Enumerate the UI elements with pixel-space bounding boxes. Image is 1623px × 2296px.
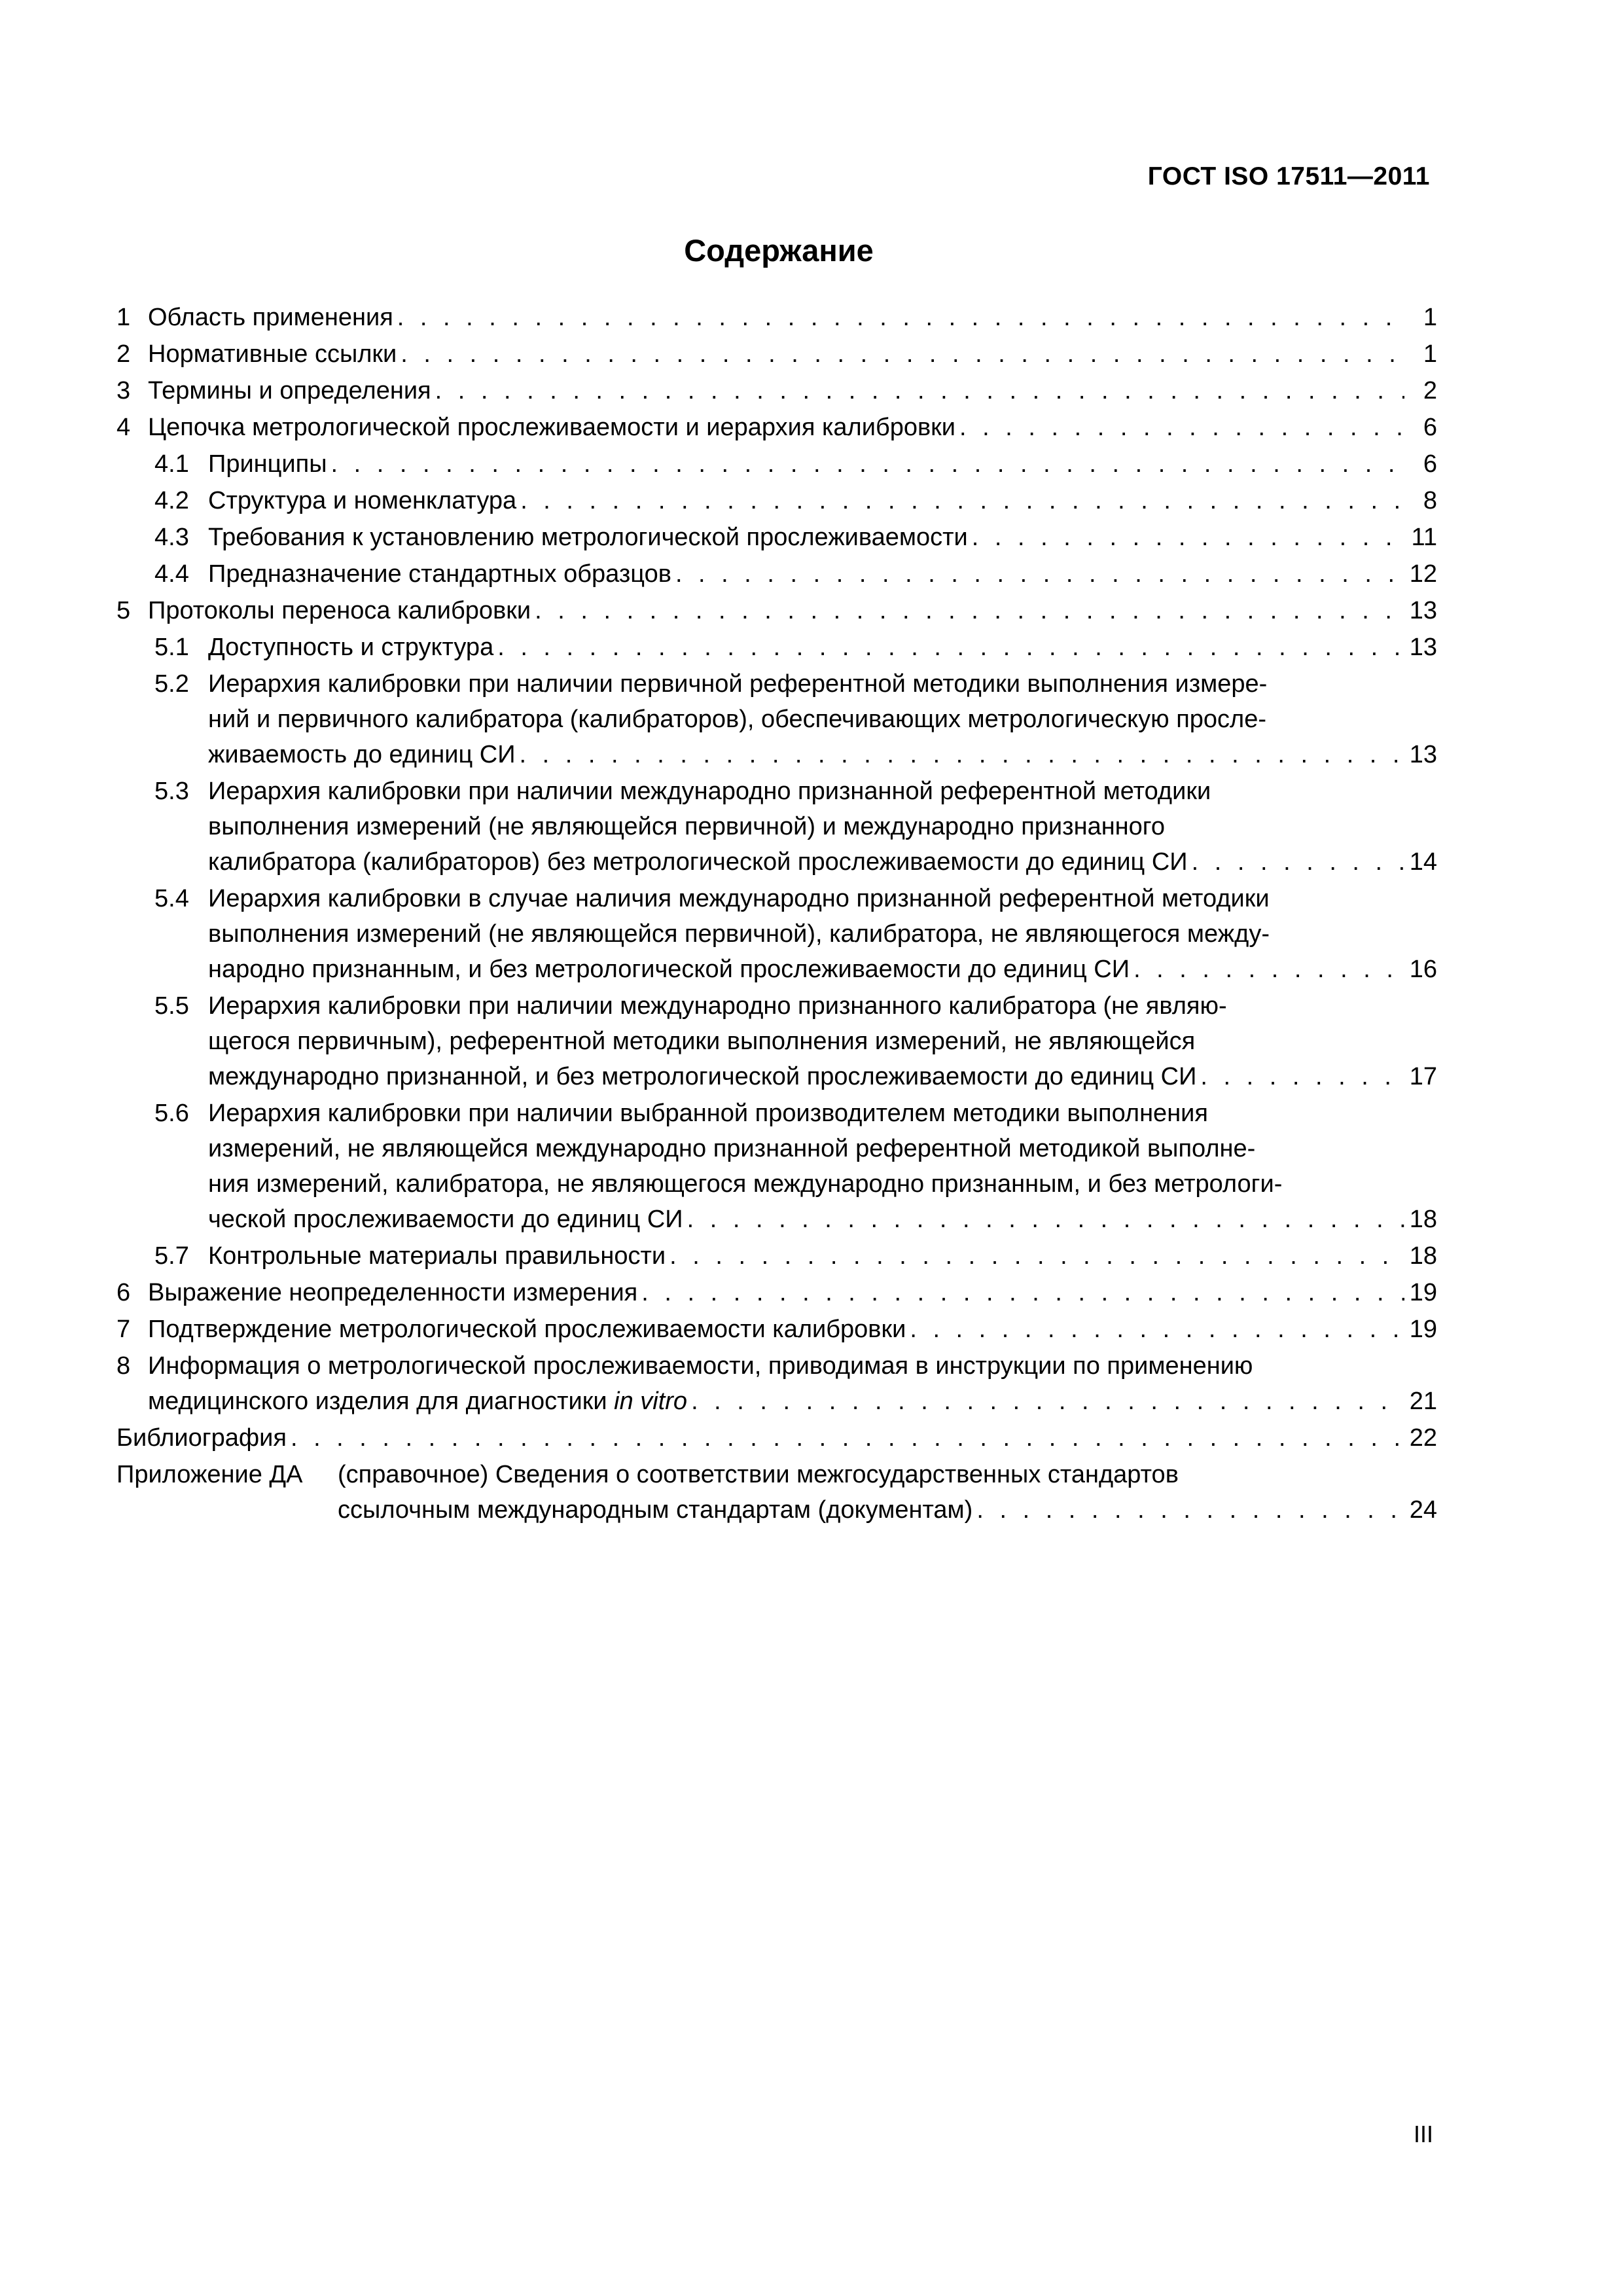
dot-leader <box>972 520 1404 555</box>
toc-entry-title: Предназначение стандартных образцов <box>208 560 671 588</box>
dot-leader <box>401 336 1404 372</box>
toc-entry-title: Цепочка метрологической прослеживаемости и иерархия калибровки <box>148 414 956 441</box>
toc-entry-line-last <box>116 446 1437 482</box>
toc-entry[interactable] <box>116 1312 1437 1347</box>
toc-entry-page: 24 <box>1409 1496 1437 1524</box>
toc-entry-number: 4.4 <box>154 560 189 588</box>
toc-entry-title: ния измерений, калибратора, не являющегося международно признанным, и без метрологи- <box>208 1170 1283 1198</box>
toc-entry-title: калибратора (калибраторов) без метрологической прослеживаемости до единиц СИ <box>208 848 1188 876</box>
toc-entry-page: 11 <box>1411 524 1437 551</box>
toc-entry-line-last <box>116 1384 1437 1419</box>
page-title: Содержание <box>684 233 874 268</box>
toc-entry[interactable] <box>116 1348 1437 1419</box>
toc-entry-title-italic: in vitro <box>607 1388 688 1415</box>
toc-entry-number: 5.5 <box>154 992 189 1020</box>
toc-entry-title: ческой прослеживаемости до единиц СИ <box>208 1206 683 1233</box>
toc-entry-page: 1 <box>1423 340 1437 368</box>
toc-entry-line-last <box>116 556 1437 592</box>
toc-entry-appendix[interactable] <box>116 1457 1437 1528</box>
toc-entry-page: 16 <box>1409 956 1437 983</box>
toc-entry-page: 8 <box>1423 487 1437 514</box>
toc-entry-line <box>116 774 1437 809</box>
toc-entry-line-last <box>116 300 1437 335</box>
toc-entry-page: 6 <box>1423 450 1437 478</box>
toc-entry[interactable] <box>116 1238 1437 1274</box>
toc-entry[interactable] <box>116 410 1437 445</box>
toc-entry-title: Иерархия калибровки в случае наличия международно признанной референтной методики <box>208 885 1270 912</box>
toc-entry-line-last <box>116 1312 1437 1347</box>
toc-entry[interactable] <box>116 881 1437 987</box>
toc-entry-line-last <box>116 952 1437 987</box>
dot-leader <box>959 410 1404 445</box>
dot-leader <box>535 593 1404 628</box>
toc-entry-line-last <box>116 737 1437 772</box>
toc-entry-line <box>116 1096 1437 1131</box>
toc-entry-title: Подтверждение метрологической прослеживаемости калибровки <box>148 1316 906 1343</box>
toc-entry-number: 5.3 <box>154 778 189 805</box>
toc-entry-number: 5.2 <box>154 670 189 698</box>
toc-entry-number: 5.6 <box>154 1100 189 1127</box>
toc-entry-page: 17 <box>1409 1063 1437 1090</box>
toc-entry-number: 2 <box>116 340 131 368</box>
toc-entry-line-last <box>116 630 1437 665</box>
dot-leader <box>497 630 1404 665</box>
toc-entry-title: Структура и номенклатура <box>208 487 517 514</box>
toc-entry-title: ссылочным международным стандартам (документам) <box>338 1496 973 1524</box>
toc-entry-line-last <box>116 593 1437 628</box>
toc-entry-page: 19 <box>1409 1279 1437 1306</box>
dot-leader <box>331 446 1404 482</box>
toc-entry-line-last <box>116 483 1437 518</box>
toc-entry-title: (справочное) Сведения о соответствии межгосударственных стандартов <box>338 1461 1179 1488</box>
dot-leader <box>910 1312 1404 1347</box>
dot-leader <box>397 300 1404 335</box>
dot-leader <box>1200 1059 1404 1094</box>
toc-entry-title: медицинского изделия для диагностики <box>148 1388 607 1415</box>
toc-entry-line <box>116 666 1437 702</box>
toc-entry-number: 8 <box>116 1352 131 1380</box>
toc-entry-line-last <box>116 1238 1437 1274</box>
toc-entry[interactable] <box>116 1096 1437 1237</box>
toc-entry-line-last <box>116 373 1437 408</box>
toc-entry-page: 18 <box>1409 1242 1437 1270</box>
toc-entry-line <box>116 1348 1437 1384</box>
toc-entry[interactable] <box>116 483 1437 518</box>
toc-entry-page: 1 <box>1423 304 1437 331</box>
table-of-contents <box>116 300 1437 1529</box>
toc-entry[interactable] <box>116 520 1437 555</box>
toc-entry-title: Иерархия калибровки при наличии международно признанной референтной методики <box>208 778 1211 805</box>
toc-entry-title: Нормативные ссылки <box>148 340 397 368</box>
toc-entry-title: Протоколы переноса калибровки <box>148 597 531 624</box>
toc-entry[interactable] <box>116 373 1437 408</box>
toc-entry-title: Библиография <box>116 1424 287 1452</box>
toc-entry-title: щегося первичным), референтной методики выполнения измерений, не являющейся <box>208 1028 1196 1055</box>
toc-entry-title: Область применения <box>148 304 393 331</box>
toc-entry-title: выполнения измерений (не являющейся первичной) и международно признанного <box>208 813 1165 840</box>
toc-entry-line <box>116 881 1437 916</box>
toc-entry-page: 14 <box>1409 848 1437 876</box>
toc-entry-number: 3 <box>116 377 131 404</box>
dot-leader <box>435 373 1404 408</box>
toc-entry-line-last <box>116 336 1437 372</box>
toc-entry-title: Иерархия калибровки при наличии выбранной производителем методики выполнения <box>208 1100 1208 1127</box>
toc-entry-page: 22 <box>1409 1424 1437 1452</box>
toc-entry-title: Доступность и структура <box>208 634 494 661</box>
toc-entry-number: 5.1 <box>154 634 189 661</box>
toc-entry-number: 4.1 <box>154 450 189 478</box>
toc-entry-title: Контрольные материалы правильности <box>208 1242 666 1270</box>
toc-entry-number: 5.7 <box>154 1242 189 1270</box>
toc-entry-title: Иерархия калибровки при наличии первичной референтной методики выполнения измере- <box>208 670 1268 698</box>
dot-leader <box>641 1275 1404 1310</box>
toc-entry-number: 7 <box>116 1316 131 1343</box>
toc-entry[interactable] <box>116 988 1437 1094</box>
appendix-label: Приложение ДА <box>116 1461 303 1488</box>
toc-entry-line-last <box>116 844 1437 880</box>
dot-leader <box>291 1420 1404 1456</box>
dot-leader <box>675 556 1404 592</box>
toc-entry-number: 4 <box>116 414 131 441</box>
toc-entry-page: 6 <box>1423 414 1437 441</box>
toc-entry-bibliography[interactable] <box>116 1420 1437 1456</box>
toc-entry-title: измерений, не являющейся международно признанной референтной методикой выполне- <box>208 1135 1256 1162</box>
toc-entry-page: 21 <box>1409 1388 1437 1415</box>
toc-entry[interactable] <box>116 666 1437 772</box>
toc-entry-page: 18 <box>1409 1206 1437 1233</box>
dot-leader <box>1133 952 1404 987</box>
toc-entry-number: 6 <box>116 1279 131 1306</box>
toc-entry-title: живаемость до единиц СИ <box>208 741 516 768</box>
toc-entry-page: 19 <box>1409 1316 1437 1343</box>
toc-entry-number: 4.3 <box>154 524 189 551</box>
toc-entry-number: 4.2 <box>154 487 189 514</box>
dot-leader <box>669 1238 1404 1274</box>
toc-entry-page: 13 <box>1409 741 1437 768</box>
dot-leader <box>520 737 1404 772</box>
toc-entry-title: ний и первичного калибратора (калибраторов), обеспечивающих метрологическую просле- <box>208 706 1267 733</box>
toc-entry-line-last <box>116 1492 1437 1528</box>
toc-entry-page: 2 <box>1423 377 1437 404</box>
toc-entry-line-last <box>116 1275 1437 1310</box>
toc-entry-line-last <box>116 1420 1437 1456</box>
toc-entry-title: Иерархия калибровки при наличии международно признанного калибратора (не являю- <box>208 992 1227 1020</box>
toc-entry[interactable] <box>116 556 1437 592</box>
toc-entry-number: 5.4 <box>154 885 189 912</box>
toc-entry[interactable] <box>116 774 1437 880</box>
toc-entry-title: международно признанной, и без метрологической прослеживаемости до единиц СИ <box>208 1063 1197 1090</box>
toc-entry-title: Выражение неопределенности измерения <box>148 1279 638 1306</box>
toc-entry-title: выполнения измерений (не являющейся первичной), калибратора, не являющегося между- <box>208 920 1270 948</box>
toc-entry[interactable] <box>116 630 1437 665</box>
toc-entry-line <box>116 1457 1437 1492</box>
toc-entry-line-last <box>116 1202 1437 1237</box>
toc-entry[interactable] <box>116 1275 1437 1310</box>
toc-entry[interactable] <box>116 300 1437 335</box>
toc-entry-page: 13 <box>1409 597 1437 624</box>
toc-entry-number: 1 <box>116 304 131 331</box>
toc-entry[interactable] <box>116 336 1437 372</box>
toc-entry-line-last <box>116 520 1437 555</box>
toc-entry[interactable] <box>116 446 1437 482</box>
toc-entry[interactable] <box>116 593 1437 628</box>
dot-leader <box>687 1202 1404 1237</box>
toc-entry-page: 12 <box>1409 560 1437 588</box>
dot-leader <box>520 483 1404 518</box>
toc-entry-title: Информация о метрологической прослеживаемости, приводимая в инструкции по применению <box>148 1352 1253 1380</box>
dot-leader <box>1192 844 1404 880</box>
toc-entry-line-last <box>116 410 1437 445</box>
dot-leader <box>976 1492 1404 1528</box>
toc-entry-line <box>116 988 1437 1024</box>
toc-entry-title: Принципы <box>208 450 327 478</box>
toc-entry-title: Требования к установлению метрологической прослеживаемости <box>208 524 968 551</box>
page-number: III <box>1413 2121 1433 2147</box>
toc-entry-number: 5 <box>116 597 131 624</box>
dot-leader <box>691 1384 1404 1419</box>
toc-entry-title: народно признанным, и без метрологической прослеживаемости до единиц СИ <box>208 956 1130 983</box>
toc-entry-line-last <box>116 1059 1437 1094</box>
toc-entry-title: Термины и определения <box>148 377 431 404</box>
toc-entry-page: 13 <box>1409 634 1437 661</box>
standard-code: ГОСТ ISO 17511—2011 <box>1147 162 1430 190</box>
